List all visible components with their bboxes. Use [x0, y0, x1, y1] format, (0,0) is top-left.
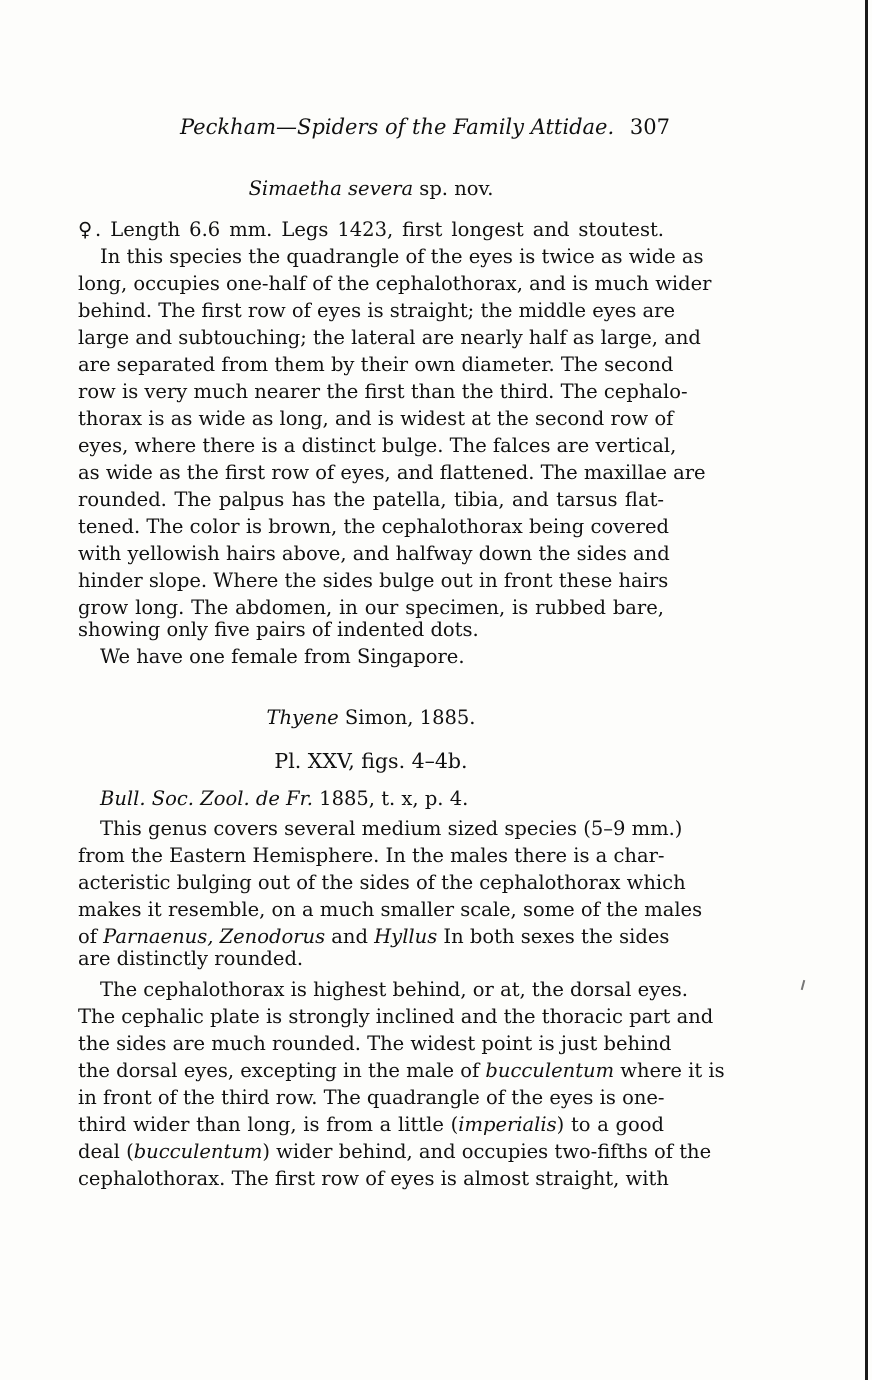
text-line: This genus covers several medium sized species (5–9 mm.): [100, 817, 683, 840]
text-line: third wider than long, is from a little (imperialis) to a good: [78, 1113, 664, 1136]
text-line: large and subtouching; the lateral are nearly half as large, and: [78, 326, 701, 349]
running-title: Peckham—Spiders of the Family Attidae.: [180, 115, 615, 139]
text-line: rounded. The palpus has the patella, tibia, and tarsus flat-: [78, 488, 664, 511]
text-line: The cephalic plate is strongly inclined and the thoracic part and: [78, 1005, 714, 1028]
text-line: eyes, where there is a distinct bulge. The falces are vertical,: [78, 434, 677, 457]
genus-heading: Thyene Simon, 1885.: [266, 706, 476, 729]
text-line: cephalothorax. The first row of eyes is almost straight, with: [78, 1167, 669, 1190]
text-line: thorax is as wide as long, and is widest at the second row of: [78, 407, 674, 430]
species-heading: Simaetha severa sp. nov.: [248, 177, 494, 200]
text-line: makes it resemble, on a much smaller scale, some of the males: [78, 898, 703, 921]
text-line: with yellowish hairs above, and halfway down the sides and: [78, 542, 670, 565]
text-line: the sides are much rounded. The widest point is just behind: [78, 1032, 672, 1055]
text-line: the dorsal eyes, excepting in the male of bucculentum where it is: [78, 1059, 725, 1082]
text-line: tened. The color is brown, the cephalothorax being covered: [78, 515, 670, 538]
running-head: [180, 115, 670, 147]
text-line: We have one female from Singapore.: [100, 645, 465, 668]
text-line: The cephalothorax is highest behind, or at, the dorsal eyes.: [100, 978, 688, 1001]
text-line: deal (bucculentum) wider behind, and occupies two-fifths of the: [78, 1140, 712, 1163]
bibliographic-reference: Bull. Soc. Zool. de Fr. 1885, t. x, p. 4.: [100, 787, 469, 810]
text-line: are separated from them by their own diameter. The second: [78, 353, 674, 376]
text-line: acteristic bulging out of the sides of the cephalothorax which: [78, 871, 686, 894]
text-line: from the Eastern Hemisphere. In the males there is a char-: [78, 844, 665, 867]
text-line: row is very much nearer the first than the third. The cephalo-: [78, 380, 688, 403]
text-line: In this species the quadrangle of the eyes is twice as wide as: [100, 245, 704, 268]
page-number: 307: [629, 115, 670, 139]
text-line: as wide as the first row of eyes, and flattened. The maxillae are: [78, 461, 706, 484]
text-line: in front of the third row. The quadrangle of the eyes is one-: [78, 1086, 665, 1109]
text-line: behind. The first row of eyes is straight; the middle eyes are: [78, 299, 676, 322]
text-line: hinder slope. Where the sides bulge out in front these hairs: [78, 569, 669, 592]
text-line: showing only five pairs of indented dots.: [78, 618, 479, 641]
text-line: grow long. The abdomen, in our specimen, is rubbed bare,: [78, 596, 664, 619]
text-line: of Parnaenus, Zenodorus and Hyllus In both sexes the sides: [78, 925, 670, 948]
text-line: long, occupies one-half of the cephalothorax, and is much wider: [78, 272, 712, 295]
text-line: ♀. Length 6.6 mm. Legs 1423, first longest and stoutest.: [78, 218, 664, 241]
text-line: are distinctly rounded.: [78, 947, 304, 970]
plate-reference: Pl. XXV, figs. 4–4b.: [274, 749, 468, 773]
